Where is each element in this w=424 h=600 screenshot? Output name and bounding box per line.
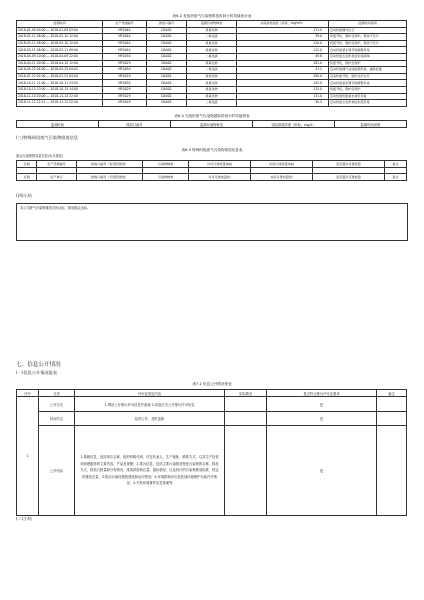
table-cell: MF0050 <box>103 53 147 60</box>
special-period-table <box>16 160 407 181</box>
category-cell: 公开方式 <box>39 397 75 412</box>
table-cell: 181.0 <box>237 60 329 67</box>
header-cell: 是否超许可排放量 <box>313 174 385 181</box>
table-cell: 启动机组氨水调节阀调整异常 <box>329 80 407 87</box>
table-cell: 氮氧化物 <box>187 93 237 100</box>
table-cell: 启动机组氨水调节阀调整异常 <box>329 47 407 54</box>
table-cell: 机组开机，锅炉启停炉，燃烧不充分 <box>329 34 407 41</box>
table-cell: DA002 <box>147 53 187 60</box>
category-cell: 时间节点 <box>39 412 75 426</box>
table-cell: 机组开机，锅炉启停炉，燃烧不充分 <box>329 40 407 47</box>
table-cell: 122.0 <box>237 47 329 54</box>
table-row <box>17 100 407 107</box>
header-cell: 生产设施编号 <box>103 21 147 28</box>
table-6-5-caption: 表6-5 特殊时段废气污染物排放信息表 <box>181 148 243 152</box>
table-row <box>17 93 407 100</box>
header-cell: 监测时间说明 <box>329 21 407 28</box>
table-cell: 2018-04-09 20:00 — 2018-04-09 22:00 <box>17 53 103 60</box>
table-cell: MF0050 <box>103 80 147 87</box>
table-cell: DA002 <box>147 80 187 87</box>
section-heading: (一)信息公开情况报表 <box>16 370 57 375</box>
spec-cell: 及时公开，及时更新 <box>75 412 225 426</box>
table-row <box>17 53 407 60</box>
table-cell: MF0029 <box>103 100 147 107</box>
table-cell: 氮氧化物 <box>187 60 237 67</box>
table-row <box>17 67 407 74</box>
spec-cell: 1.基础信息，包括单位名称、组织机构代码、法定代表人、生产地址、联系方式，以及生产经营和管理服务的主要内容、产品及规模；2.排污信息，包括主要污染物及特征污染物的名称、排放方式、排放口数量和分布情况、排放浓度和总量、超标情况，以及执行的污染物排放标准、核定的排放总量；3.防治污染设施的建设和运行情况；4.环境影响评价及其他环境保护行政许可情况；5.突发环境事件应急预案等 <box>75 426 225 516</box>
hourly-average-table <box>16 20 407 107</box>
table-cell: MF0044 <box>103 47 147 54</box>
header-cell: 日期 <box>17 161 37 168</box>
header-cell: 备注 <box>377 390 407 397</box>
table-body <box>17 27 407 106</box>
spec-cell: 1.网站公开排污许可信息并备案 2.其他方式公开排污许可信息 <box>75 397 225 412</box>
table-row <box>17 73 407 80</box>
header-cell: 日期 <box>17 174 37 181</box>
table-cell: MF0044 <box>103 34 147 41</box>
table-cell: 启动机组石灰浆供给系统异常 <box>329 100 407 107</box>
table-cell: 131.0 <box>237 93 329 100</box>
table-cell: MF0044 <box>103 40 147 47</box>
header-cell: 排放口编号 <box>99 121 171 128</box>
table-header-row <box>17 390 407 397</box>
table-cell: DA002 <box>147 47 187 54</box>
table-row <box>17 40 407 47</box>
table-cell: MF0029 <box>103 60 147 67</box>
actual-cell <box>225 426 267 516</box>
table-cell: DA002 <box>147 40 187 47</box>
table-row <box>17 47 407 54</box>
table-cell: 启动机组增设运行 <box>329 27 407 34</box>
table-cell: 111.0 <box>237 27 329 34</box>
header-cell: 监测污染物种类 <box>187 21 237 28</box>
table-cell: 机组开机，锅炉启停炉 <box>329 86 407 93</box>
table-cell: 启动机组机组氨水调节异常 <box>329 93 407 100</box>
table-cell: 氮氧化物 <box>187 40 237 47</box>
header-cell: 许可日排放量(kg) <box>189 161 251 168</box>
actual-cell <box>225 412 267 426</box>
header-cell: 污染物种类 <box>143 174 189 181</box>
table-cell: DA002 <box>147 27 187 34</box>
table-cell: 二氧化硫 <box>187 53 237 60</box>
table-cell: DA002 <box>147 100 187 107</box>
table-cell: 氮氧化物 <box>187 73 237 80</box>
table-row <box>17 412 407 426</box>
header-cell: 序号 <box>17 390 39 397</box>
header-cell: 监测污染物种类 <box>171 121 253 128</box>
table-cell: 50.4 <box>237 100 329 107</box>
remark-cell <box>377 426 407 516</box>
table-cell: 启动机组烟气在线监测异常，重新校准 <box>329 67 407 74</box>
table-7-1-caption: 表7-1 信息公开情况报表 <box>192 382 232 386</box>
summary-box <box>16 203 408 241</box>
table-cell: 2018-11-10 20:00 — 2018-11-10 22:00 <box>17 93 103 100</box>
header-cell: 排放口编号（有组织排放） <box>77 161 143 168</box>
table-cell: DA002 <box>147 34 187 41</box>
table-cell: 二氧化硫 <box>187 34 237 41</box>
table-cell: 112.0 <box>237 86 329 93</box>
table-cell: 2018-05-25 04:00 — 2018-05-25 04:02 <box>17 67 103 74</box>
table-cell: 氮氧化物 <box>187 27 237 34</box>
header-cell: 许可证规定内容 <box>75 390 225 397</box>
header-cell: 许可月排放量(t) <box>189 174 251 181</box>
compliance-cell: 是 <box>267 397 377 412</box>
table-cell: DA001 <box>147 73 187 80</box>
table-cell: 39.0 <box>237 34 329 41</box>
table-cell: 氮氧化物 <box>187 86 237 93</box>
compliance-cell: 是 <box>267 426 377 516</box>
header-cell: 监测时间 <box>17 21 103 28</box>
table-cell: DA002 <box>147 93 187 100</box>
table-row <box>17 34 407 41</box>
table-cell: 二氧化硫 <box>187 100 237 107</box>
row-index: 1 <box>17 397 39 516</box>
header-cell: 生产设施编号 <box>37 161 77 168</box>
table-cell: 120.0 <box>237 40 329 47</box>
header-cell: 分类 <box>39 390 75 397</box>
table-cell: 103.0 <box>237 80 329 87</box>
table-row <box>17 86 407 93</box>
header-cell: 实际排放浓度（折标，mg/L） <box>253 121 335 128</box>
table-cell: 二氧化硫 <box>187 67 237 74</box>
table-6-4-caption: 表6-4 无组织废气污染物超标时段小时均值报表 <box>174 114 250 118</box>
header-cell: 实际月排放量(t) <box>251 174 313 181</box>
table-row <box>17 27 407 34</box>
table-cell: MF0050 <box>103 67 147 74</box>
header-cell: 备注 <box>385 174 407 181</box>
table-cell: 氮氧化物 <box>187 47 237 54</box>
header-cell: 排放口编号 <box>147 21 187 28</box>
table-cell: MF0029 <box>103 93 147 100</box>
remark-cell <box>377 412 407 426</box>
table-header-row <box>17 21 407 28</box>
table-cell: 2018-01-09 00:00 — 2018-01-09 03:00 <box>17 27 103 34</box>
table-header-row <box>17 174 407 181</box>
header-cell: 备注 <box>385 161 407 168</box>
table-cell: DA002 <box>147 86 187 93</box>
table-cell: MF0029 <box>103 73 147 80</box>
table-cell: 2018-11-12 22:11 — 2018-11-12 22:40 <box>17 100 103 107</box>
section-heading: (二)小结 <box>16 516 32 521</box>
table-cell: 氮氧化物 <box>187 80 237 87</box>
info-disclosure-table <box>16 389 407 516</box>
table-row <box>17 80 407 87</box>
table-cell: 启动机组开机，锅炉点炉运行 <box>329 73 407 80</box>
table-cell: 启动机组石灰浆供给系统故障 <box>329 53 407 60</box>
table-row <box>17 426 407 516</box>
table-header-row <box>17 121 407 128</box>
table-cell: 2018-10-11 21:00 — 2018-10-11 23:00 <box>17 80 103 87</box>
header-cell: 是否符合排污许可证要求 <box>267 390 377 397</box>
category-cell: 公开内容 <box>39 426 75 516</box>
header-cell: 生产单元 <box>37 174 77 181</box>
section-heading: (四)小结 <box>16 193 32 198</box>
table-cell: MF0044 <box>103 27 147 34</box>
table-cell: 机组开机，锅炉启停炉 <box>329 60 407 67</box>
header-cell: 实际情况 <box>225 390 267 397</box>
table-cell: 2018-07-23 02:00 — 2018-07-23 04:00 <box>17 73 103 80</box>
chapter-heading: 七、信息公开情况 <box>16 362 61 368</box>
header-cell: 污染物种类 <box>143 161 189 168</box>
table-row <box>17 60 407 67</box>
table-6-2-caption: 表6-2 有组织废气污染物排放时间小时均值统计表 <box>172 14 252 18</box>
header-cell: 实际排放浓度（折标，mg/m3） <box>237 21 329 28</box>
remark-cell <box>377 397 407 412</box>
table-cell: DA002 <box>147 60 187 67</box>
table-cell: 2018-10-15 13:00 — 2018-10-15 14:00 <box>17 86 103 93</box>
header-cell: 是否超许可排放量 <box>313 161 385 168</box>
table-cell: 2018-03-11 08:00 — 2018-03-11 09:00 <box>17 47 103 54</box>
table-cell: MF0029 <box>103 86 147 93</box>
section-heading: (三)特殊时段废气污染物排放信息 <box>16 135 78 140</box>
table-cell: 49.8 <box>237 53 329 60</box>
table-cell: 41.2 <box>237 67 329 74</box>
table-cell: 2018-03-11 08:00 — 2018-03-10 12:00 <box>17 40 103 47</box>
header-cell: 实际日排放量(kg) <box>251 161 313 168</box>
unorganized-emission-table <box>16 120 407 128</box>
table-cell: 2018-04-11 00:00 — 2018-04-10 12:00 <box>17 60 103 67</box>
compliance-cell: 是 <box>267 412 377 426</box>
table-row <box>17 397 407 412</box>
header-cell: 排放口编号（无组织排放） <box>77 174 143 181</box>
table-note: 重点污染物排放量信息(本月排放) <box>16 154 64 158</box>
table-cell: 2018-02-11 08:00 — 2018-02-10 12:00 <box>17 34 103 41</box>
header-cell: 监测时间 <box>17 121 99 128</box>
actual-cell <box>225 397 267 412</box>
header-cell: 监测时间说明 <box>335 121 407 128</box>
summary-text: 本公司废气污染物排放总体达标，排放稳定达标。 <box>20 206 91 210</box>
table-cell: 100.0 <box>237 73 329 80</box>
table-cell: DA002 <box>147 67 187 74</box>
